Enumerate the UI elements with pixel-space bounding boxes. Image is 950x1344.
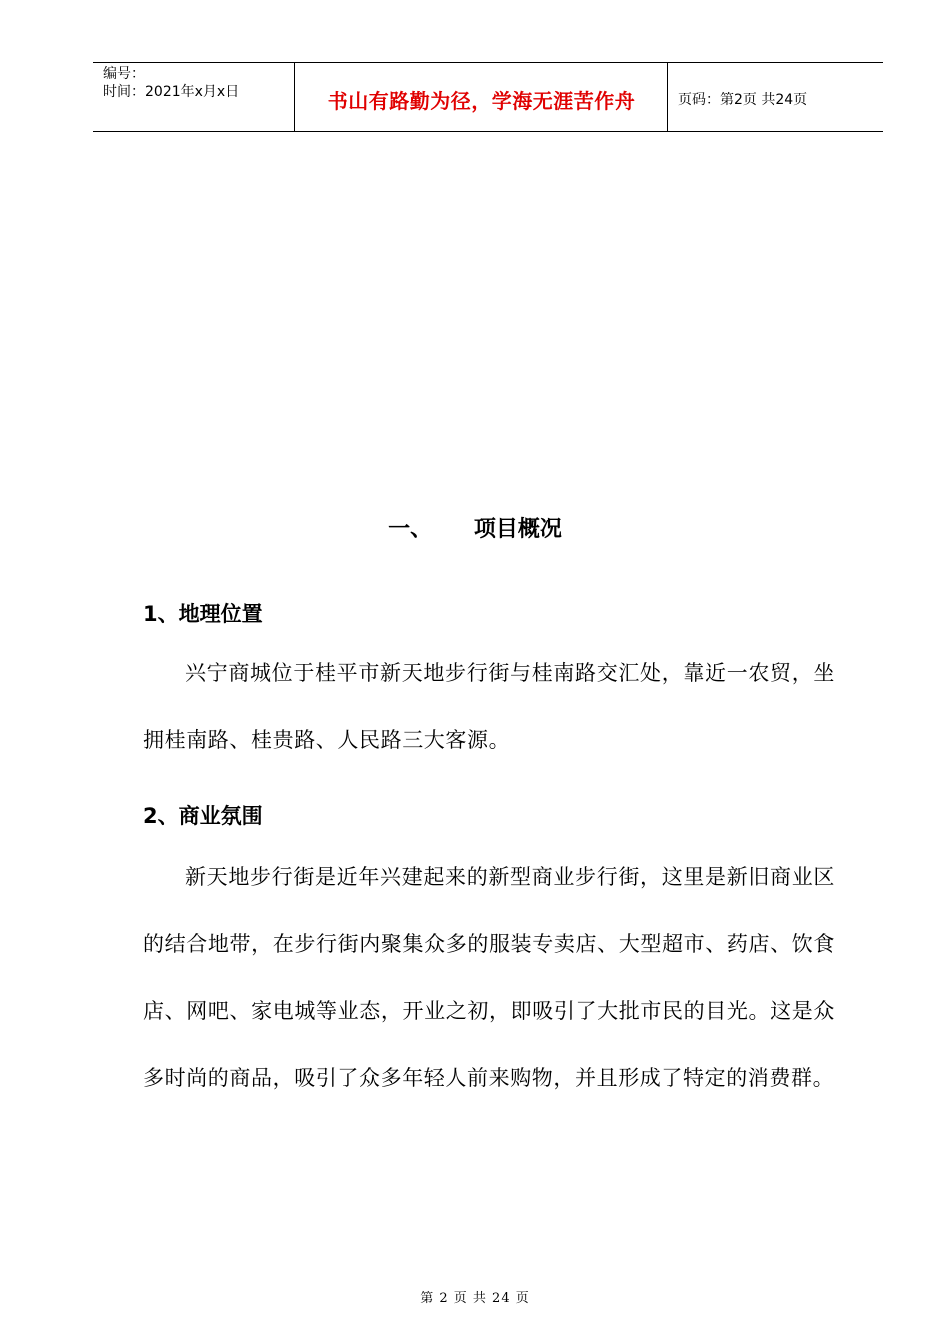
page-footer: 第 2 页 共 24 页 [420, 1291, 530, 1306]
header-meta [103, 65, 239, 101]
subsection-heading: 1、地理位置 [143, 602, 263, 626]
header-motto: 书山有路勤为径，学海无涯苦作舟 [327, 89, 636, 113]
document-number-label: 编号： [103, 66, 145, 82]
subsection-heading: 2、商业氛围 [143, 804, 263, 828]
header-divider [667, 63, 668, 131]
subsection-paragraph: 兴宁商城位于桂平市新天地步行街与桂南路交汇处，靠近一农贸，坐拥桂南路、桂贵路、人民路三大客源。 [143, 661, 835, 752]
document-time-label: 时间：2021年x月x日 [103, 84, 240, 100]
subsection-paragraph: 新天地步行街是近年兴建起来的新型商业步行街，这里是新旧商业区的结合地带，在步行街内聚集众多的服装专卖店、大型超市、药店、饮食店、网吧、家电城等业态，开业之初，即吸引了大批市民的目光。这是众多时尚的商品，吸引了众多年轻人前来购物，并且形成了特定的消费群。 [143, 865, 835, 1090]
page-header [93, 62, 883, 132]
section-title: 一、 项目概况 [388, 517, 562, 542]
header-page-info: 页码：第2页 共24页 [678, 92, 808, 108]
